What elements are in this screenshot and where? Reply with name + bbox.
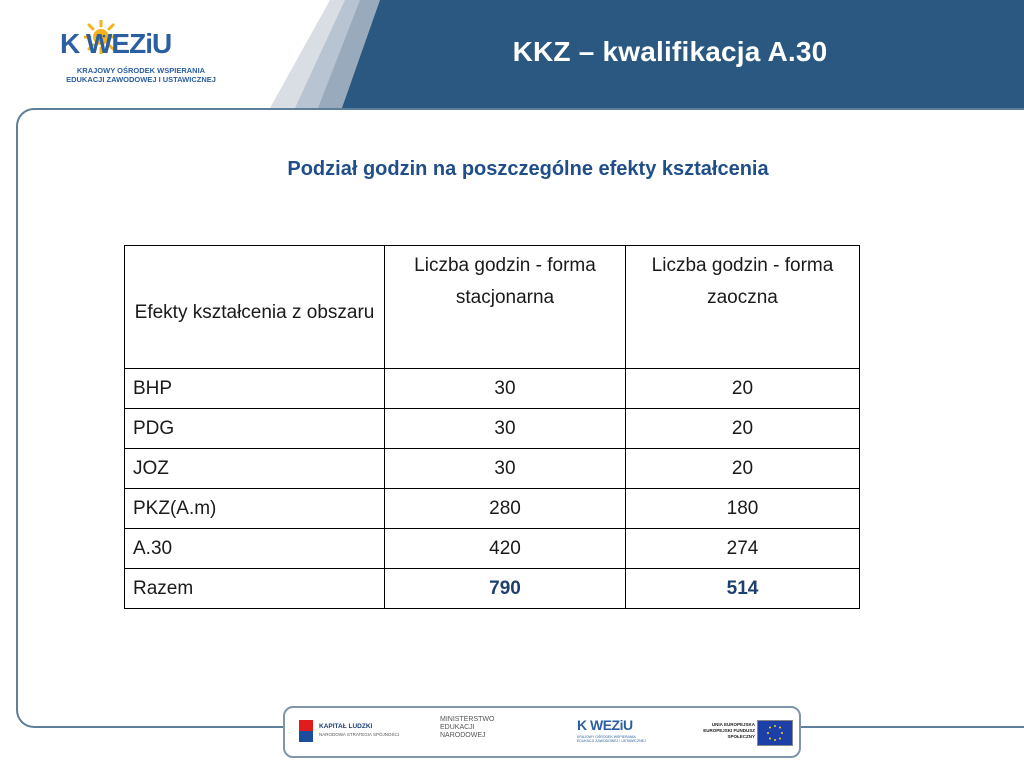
row-label: PDG xyxy=(125,409,385,449)
kapital-ludzki-text: KAPITAŁ LUDZKI xyxy=(319,723,373,730)
table-total-row xyxy=(125,569,860,609)
table-row xyxy=(125,529,860,569)
kapital-ludzki-logo xyxy=(299,718,409,748)
logo-text: K WEZiU xyxy=(60,28,172,59)
footer-logos xyxy=(283,706,801,758)
row-zaoczna: 180 xyxy=(626,489,860,529)
logo-subtitle-1: KRAJOWY OŚRODEK WSPIERANIA xyxy=(76,66,206,75)
footer-koweziu-subtext: KRAJOWY OŚRODEK WSPIERANIA EDUKACJI ZAWODOWEJ I USTAWICZNEJ xyxy=(577,735,646,743)
koweziu-logo xyxy=(58,16,218,96)
ue-logo xyxy=(703,718,793,748)
row-label: A.30 xyxy=(125,529,385,569)
footer-koweziu-text: K WEZiU xyxy=(577,717,633,733)
row-stacjonarna: 30 xyxy=(385,369,626,409)
ministerstwo-logo: MINISTERSTWO EDUKACJI NARODOWEJ xyxy=(440,716,495,739)
footer-koweziu-logo xyxy=(577,712,657,754)
eu-flag-icon xyxy=(757,720,793,746)
kapital-ludzki-subtext: NARODOWA STRATEGIA SPÓJNOŚCI xyxy=(319,732,400,737)
ue-text: UNIA EUROPEJSKA EUROPEJSKI FUNDUSZ SPOŁECZNY xyxy=(703,722,755,739)
hours-table xyxy=(124,245,860,609)
table-row xyxy=(125,409,860,449)
header-cell-efekty: Efekty kształcenia z obszaru xyxy=(125,246,385,369)
row-stacjonarna: 280 xyxy=(385,489,626,529)
row-label: JOZ xyxy=(125,449,385,489)
row-stacjonarna: 420 xyxy=(385,529,626,569)
table-title: Podział godzin na poszczególne efekty kształcenia xyxy=(287,158,769,180)
header xyxy=(0,0,1024,108)
row-zaoczna: 20 xyxy=(626,409,860,449)
row-label: BHP xyxy=(125,369,385,409)
row-zaoczna: 20 xyxy=(626,369,860,409)
row-stacjonarna: 30 xyxy=(385,409,626,449)
total-label: Razem xyxy=(125,569,385,609)
row-zaoczna: 274 xyxy=(626,529,860,569)
page-title: KKZ – kwalifikacja A.30 xyxy=(512,36,828,67)
row-stacjonarna: 30 xyxy=(385,449,626,489)
logo-subtitle-2: EDUKACJI ZAWODOWEJ I USTAWICZNEJ xyxy=(66,75,216,84)
row-zaoczna: 20 xyxy=(626,449,860,489)
row-label: PKZ(A.m) xyxy=(125,489,385,529)
table-header-row xyxy=(125,246,860,369)
header-cell-stacjonarna: Liczba godzin - forma stacjonarna xyxy=(385,246,626,369)
kapital-ludzki-flag-icon xyxy=(299,720,313,742)
total-zaoczna: 514 xyxy=(626,569,860,609)
table-row xyxy=(125,449,860,489)
total-stacjonarna: 790 xyxy=(385,569,626,609)
header-cell-zaoczna: Liczba godzin - forma zaoczna xyxy=(626,246,860,369)
table-row xyxy=(125,489,860,529)
table-row xyxy=(125,369,860,409)
